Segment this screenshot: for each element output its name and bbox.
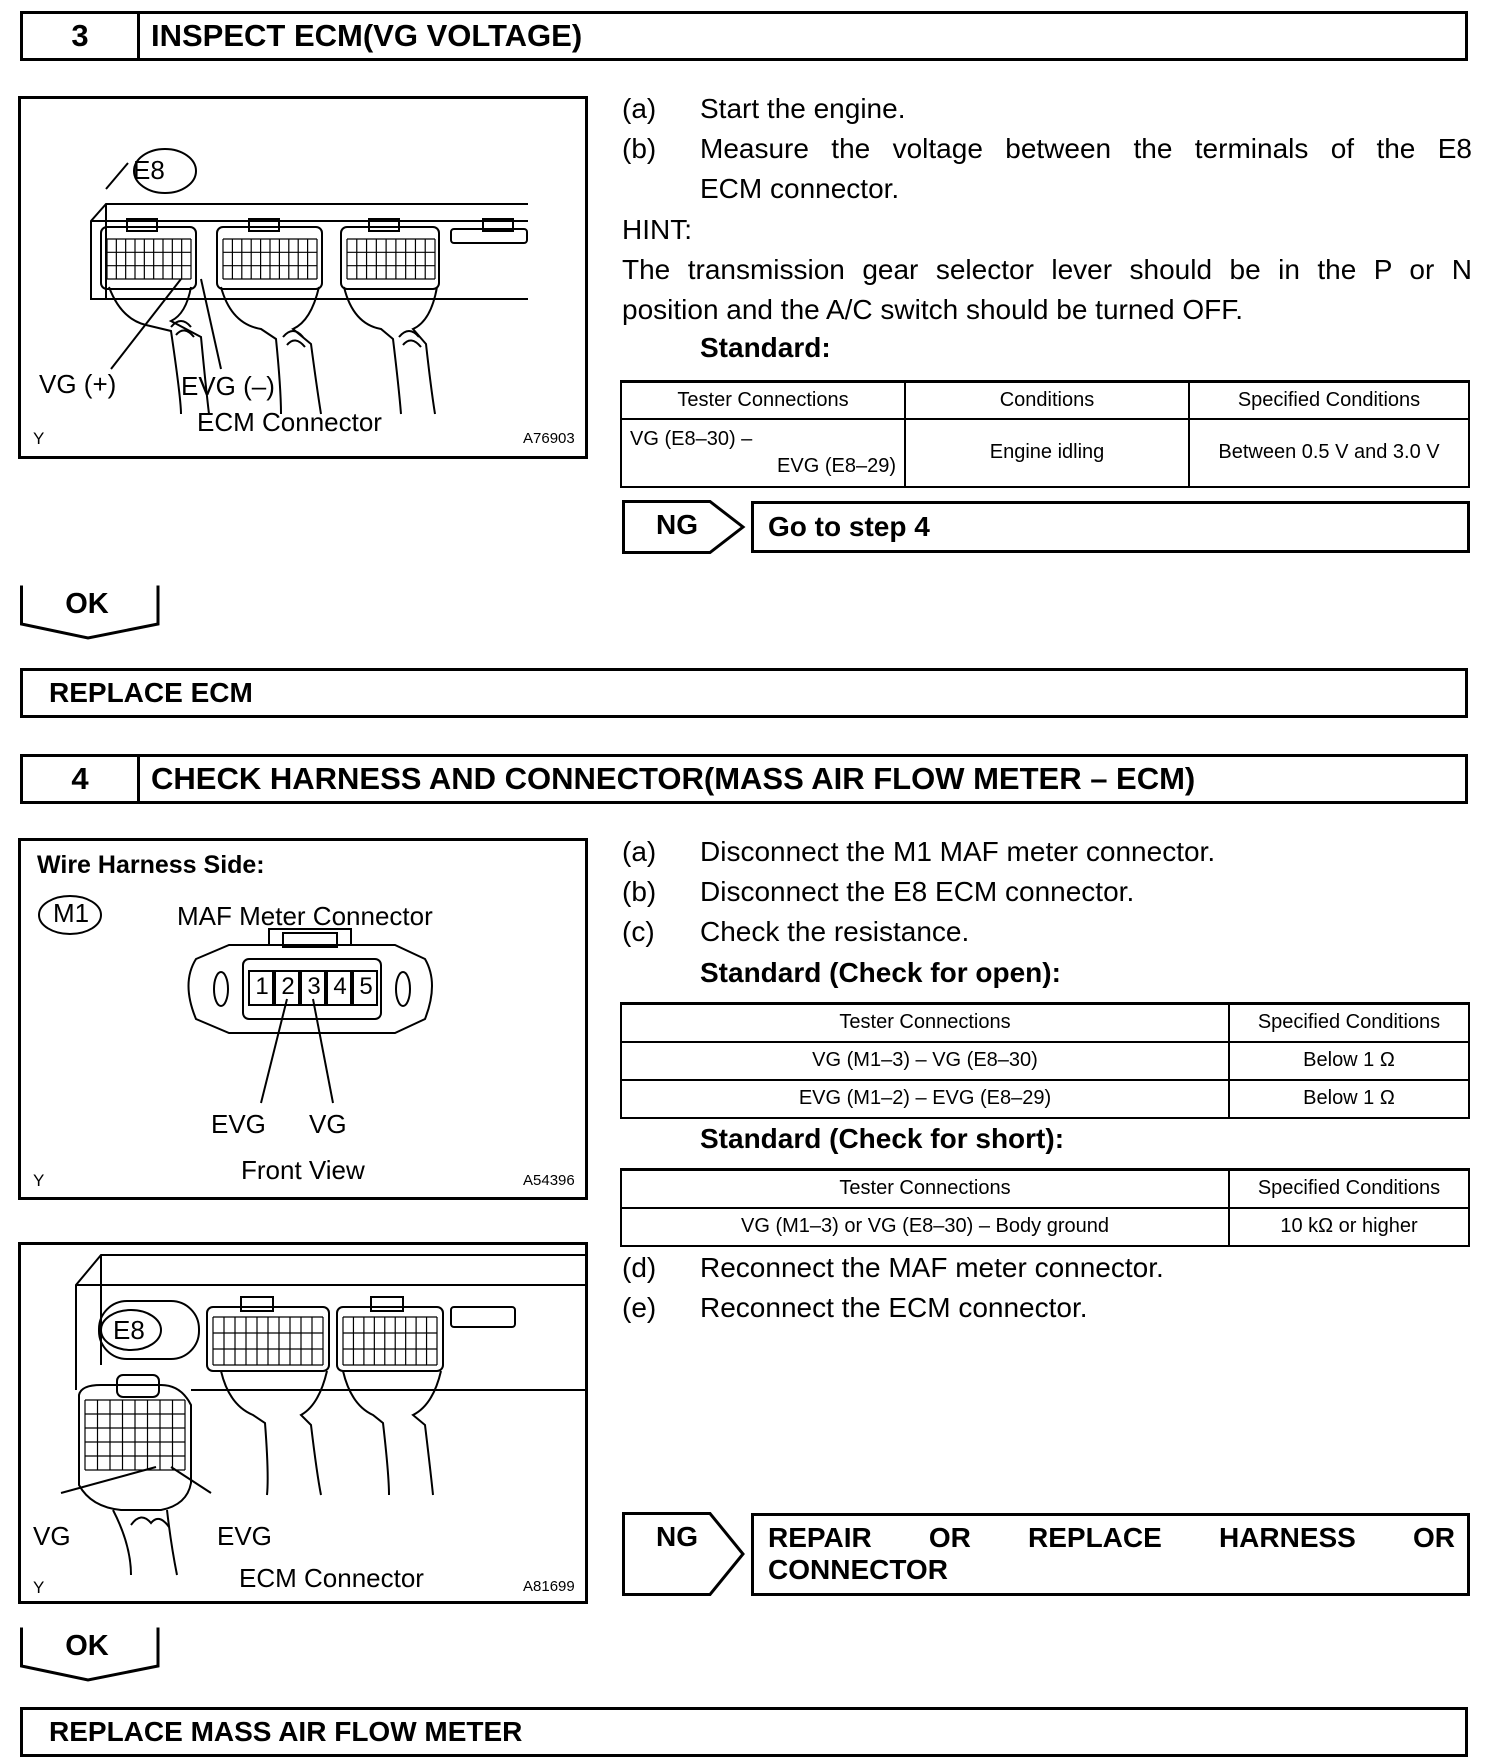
step3-evg-label: EVG (–) [181,371,275,401]
front-view-caption: Front View [241,1155,365,1185]
table-header: Conditions [905,382,1189,419]
ecm-connector-drawing-2 [21,1245,585,1601]
maf-evg-label: EVG [211,1109,266,1139]
step3-number: 3 [23,14,140,58]
maf-connector-caption: MAF Meter Connector [177,901,433,931]
table-header: Tester Connections [621,1004,1229,1042]
step4-result: REPLACE MASS AIR FLOW METER [20,1707,1468,1757]
table-header: Tester Connections [621,382,905,419]
step4-fig2-corner: Y [33,1578,45,1597]
table-header: Specified Conditions [1189,382,1469,419]
step3-hint-line2: position and the A/C switch should be turned OFF. [622,294,1244,325]
step3-result: REPLACE ECM [20,668,1468,718]
table-cell: 10 kΩ or higher [1229,1208,1469,1246]
step3-figure-code: A76903 [523,430,575,447]
table-row [621,1042,1469,1080]
step4-fig2-vg-label: VG [33,1521,71,1551]
table-row [621,1080,1469,1118]
step3-figure-corner: Y [33,429,45,448]
step3-figure-caption: ECM Connector [197,407,382,437]
step4-ng-action: REPAIR OR REPLACE HARNESS OR CONNECTOR [751,1513,1470,1596]
step4-ecm-connector-figure [18,1242,588,1604]
step4-title: CHECK HARNESS AND CONNECTOR(MASS AIR FLOW METER – ECM) [151,761,1196,796]
step4-number: 4 [23,757,140,801]
pin-4: 4 [333,973,347,1000]
step3-hint-label: HINT: [622,214,692,245]
step4-fig1-code: A54396 [523,1172,575,1189]
table-cell: Between 0.5 V and 3.0 V [1189,419,1469,487]
step3-standard-label: Standard: [700,332,831,363]
table-header: Tester Connections [621,1170,1229,1208]
pin-5: 5 [359,973,373,1000]
step4-fig2-caption: ECM Connector [239,1563,424,1593]
step3-ng-action: Go to step 4 [751,501,1470,553]
table-row [621,1208,1469,1246]
table-cell: EVG (M1–2) – EVG (E8–29) [621,1080,1229,1118]
step3-spec-table [620,380,1470,488]
step3-title: INSPECT ECM(VG VOLTAGE) [151,18,583,53]
step3-header [20,11,1468,61]
step3-hint-line1: The transmission gear selector lever should be in the P or N [622,254,1472,285]
table-header: Specified Conditions [1229,1170,1469,1208]
step4-m1-id: M1 [53,898,90,928]
step3-vg-label: VG (+) [39,369,117,399]
wire-harness-side-label: Wire Harness Side: [37,851,265,879]
table-cell: VG (M1–3) or VG (E8–30) – Body ground [621,1208,1229,1246]
step3-connector-id: E8 [133,155,165,185]
table-cell: VG (M1–3) – VG (E8–30) [621,1042,1229,1080]
step3-ecm-connector-figure [18,96,588,459]
check-short-table [620,1168,1470,1247]
table-cell: Engine idling [905,419,1189,487]
step4-fig2-code: A81699 [523,1578,575,1595]
ecm-connector-drawing [21,99,585,456]
step4-fig2-connector-id: E8 [113,1315,145,1345]
step4-maf-connector-figure [18,838,588,1200]
step4-header [20,754,1468,804]
standard-short-label: Standard (Check for short): [700,1123,1065,1154]
standard-open-label: Standard (Check for open): [700,957,1061,988]
maf-connector-drawing [21,841,585,1197]
pin-3: 3 [307,973,321,1000]
step3-instruction-b: (b) Measure the voltage between the terminals of the E8 ECM connector. [622,133,1472,204]
pin-1: 1 [255,973,269,1000]
step4-fig2-evg-label: EVG [217,1521,272,1551]
table-cell: Below 1 Ω [1229,1042,1469,1080]
maf-vg-label: VG [309,1109,347,1139]
table-header: Specified Conditions [1229,1004,1469,1042]
table-cell: VG (E8–30) – EVG (E8–29) [621,419,905,487]
check-open-table [620,1002,1470,1119]
pin-2: 2 [281,973,295,1000]
table-cell: Below 1 Ω [1229,1080,1469,1118]
step4-fig1-corner: Y [33,1171,45,1190]
